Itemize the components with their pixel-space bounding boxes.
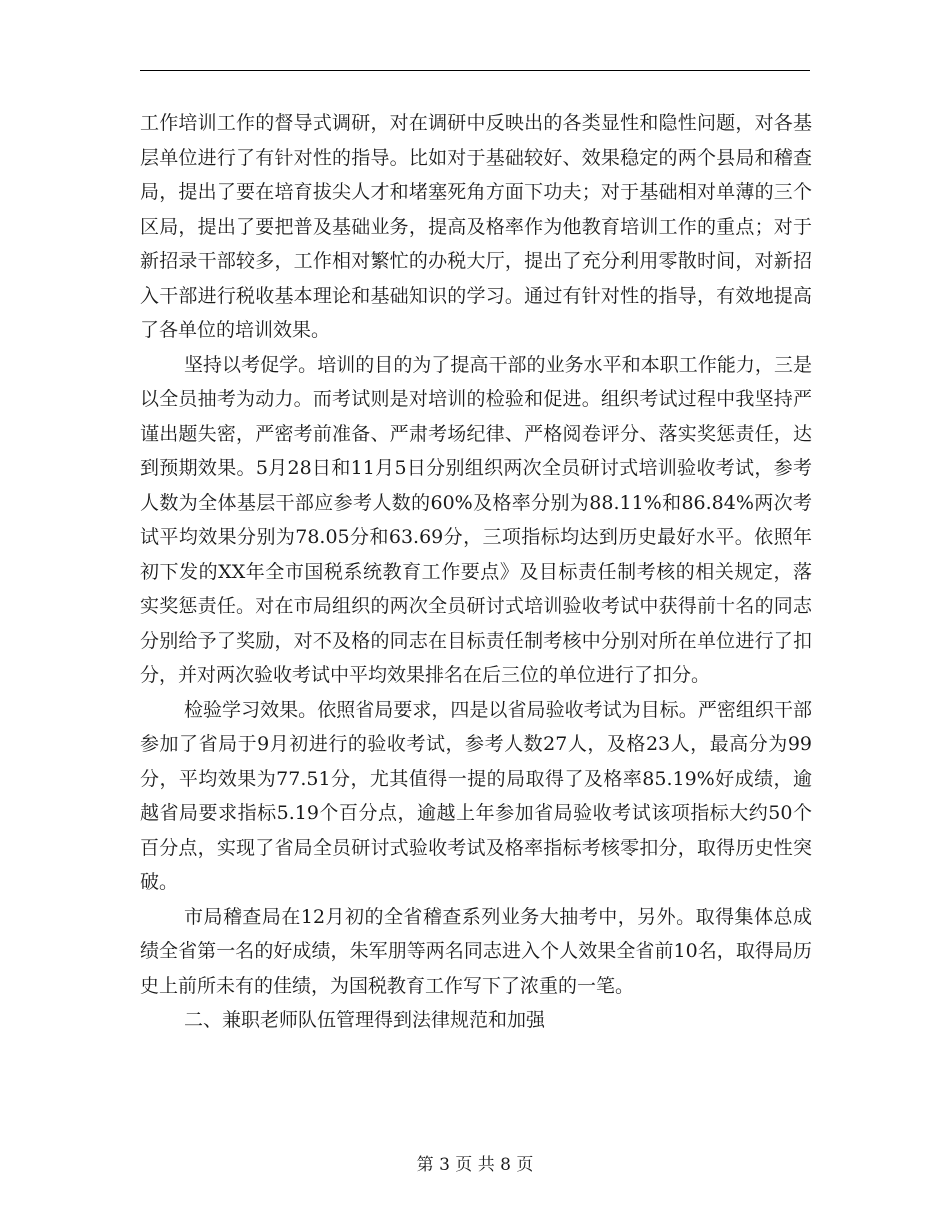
page-footer: 第 3 页 共 8 页 [416, 1155, 534, 1175]
paragraph-verify-learning-results: 检验学习效果。依照省局要求，四是以省局验收考试为目标。严密组织干部参加了省局于9月初进行的验收考试，参考人数27人，及格23人，最高分为99分，平均效果为77.51分，尤其值得一提的局取得了及格率85.19%好成绩，逾越省局要求指标5.19个百分点，逾越上年参加省局验收考试该项指标大约50个百分点，实现了省局全员研讨式验收考试及格率指标考核零扣分，取得历史性突破。 [140, 698, 812, 893]
paragraph-exam-promotes-study: 坚持以考促学。培训的目的为了提高干部的业务水平和本职工作能力，三是以全员抽考为动力。而考试则是对培训的检验和促进。组织考试过程中我坚持严谨出题失密，严密考前准备、严肃考场纪律、严格阅卷评分、落实奖惩责任，达到预期效果。5月28日和11月5日分别组织两次全员研讨式培训验收考试，参考人数为全体基层干部应参考人数的60%及格率分别为88.11%和86.84%两次考试平均效果分别为78.05分和63.69分，三项指标均达到历史最好水平。依照年初下发的XX年全市国税系统教育工作要点》及目标责任制考核的相关规定，落实奖惩责任。对在市局组织的两次全员研讨式培训验收考试中获得前十名的同志分别给予了奖励，对不及格的同志在目标责任制考核中分别对所在单位进行了扣分，并对两次验收考试中平均效果排名在后三位的单位进行了扣分。 [140, 353, 812, 686]
section-heading-part-time-teachers: 二、兼职老师队伍管理得到法律规范和加强 [184, 1009, 546, 1031]
header-rule [140, 70, 810, 71]
paragraph-supervision-research: 工作培训工作的督导式调研，对在调研中反映出的各类显性和隐性问题，对各基层单位进行了有针对性的指导。比如对于基础较好、效果稳定的两个县局和稽查局，提出了要在培育拔尖人才和堵塞死角方面下功夫；对于基础相对单薄的三个区局，提出了要把普及基础业务，提高及格率作为他教育培训工作的重点；对于新招录干部较多，工作相对繁忙的办税大厅，提出了充分利用零散时间，对新招入干部进行税收基本理论和基础知识的学习。通过有针对性的指导，有效地提高了各单位的培训效果。 [140, 112, 812, 341]
document-body [140, 106, 812, 1038]
paragraph-inspection-bureau-results: 市局稽查局在12月初的全省稽查系列业务大抽考中，另外。取得集体总成绩全省第一名的好成绩，朱军朋等两名同志进入个人效果全省前10名，取得局历史上前所未有的佳绩，为国税教育工作写下了浓重的一笔。 [140, 905, 812, 997]
